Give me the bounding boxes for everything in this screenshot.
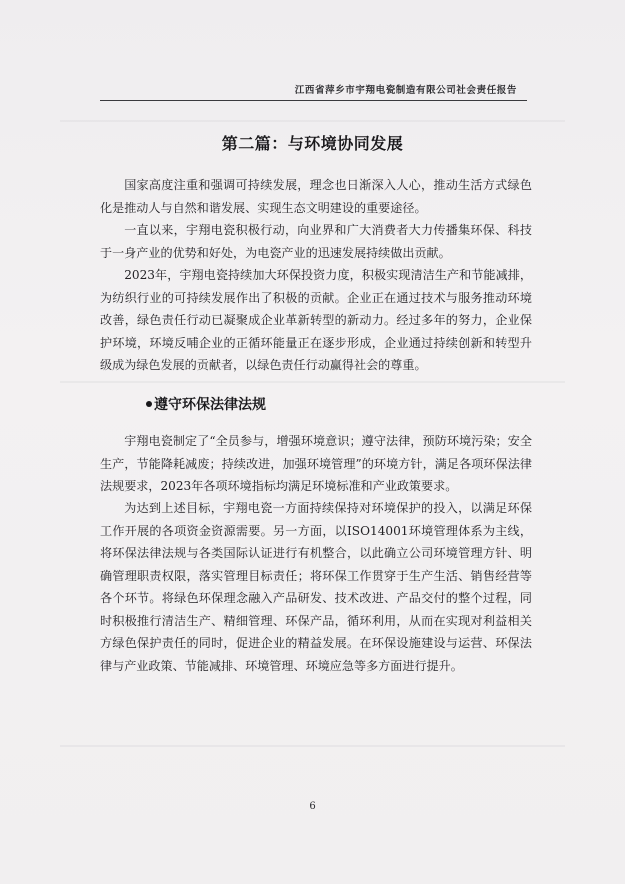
header-divider [100, 100, 527, 101]
section-heading [146, 394, 266, 414]
section-paragraph: 宇翔电瓷制定了“全员参与，增强环境意识；遵守法律，预防环境污染；安全生产，节能降耗减废；持续改进，加强环境管理”的环境方针，满足各项环保法律法规要求，2023年各项环境指标均满足环境标准和产业政策要求。 [100, 434, 532, 493]
intro-paragraph: 2023年，宇翔电瓷持续加大环保投资力度，积极实现清洁生产和节能减排，为纺织行业的可持续发展作出了积极的贡献。企业正在通过技术与服务推动环境改善，绿色责任行动已凝聚成企业革新转型的新动力。经过多年的努力，企业保护环境，环境反哺企业的正循环能量正在逐步形成，企业通过持续创新和转型升级成为绿色发展的贡献者，以绿色责任行动赢得社会的尊重。 [100, 268, 532, 372]
scan-artifact [60, 381, 565, 383]
report-header: 江西省萍乡市宇翔电瓷制造有限公司社会责任报告 [294, 85, 517, 96]
section-heading-text: 遵守环保法律法规 [154, 397, 266, 413]
intro-paragraph: 国家高度注重和强调可持续发展，理念也日渐深入人心，推动生活方式绿色化是推动人与自然和谐发展、实现生态文明建设的重要途径。 [100, 178, 532, 215]
section-paragraph: 为达到上述目标，宇翔电瓷一方面持续保持对环境保护的投入，以满足环保工作开展的各项资金资源需要。另一方面，以ISO14001环境管理体系为主线，将环保法律法规与各类国际认证进行有机整合，以此确立公司环境管理方针、明确管理职责权限，落实管理目标责任；将环保工作贯穿于生产生活、销售经营等各个环节。将绿色环保理念融入产品研发、技术改进、产品交付的整个过程，同时积极推行清洁生产、精细管理、环保产品，循环利用，从而在实现对利益相关方绿色保护责任的同时，促进企业的精益发展。在环保设施建设与运营、环保法律与产业政策、节能减排、环境管理、环境应急等多方面进行提升。 [100, 501, 532, 673]
page-number: 6 [309, 801, 316, 812]
bullet-icon [146, 401, 152, 407]
scan-artifact [60, 745, 565, 747]
intro-paragraph: 一直以来，宇翔电瓷积极行动，向业界和广大消费者大力传播集环保、科技于一身产业的优势和好处，为电瓷产业的迅速发展持续做出贡献。 [100, 223, 532, 260]
scan-artifact [60, 120, 565, 122]
chapter-title: 第二篇：与环境协同发展 [221, 134, 404, 153]
